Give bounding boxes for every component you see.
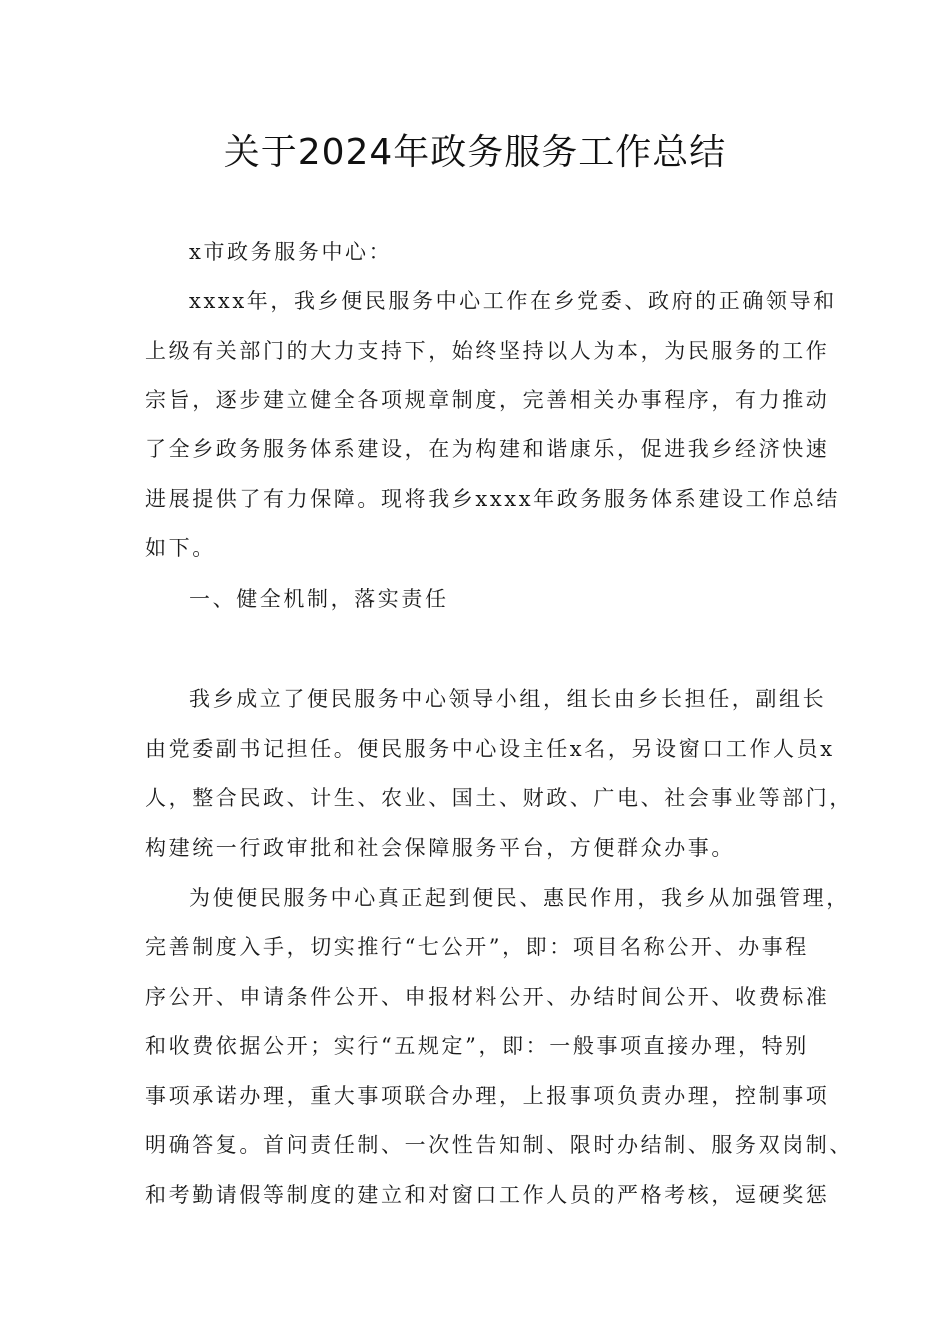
paragraph-line: 为使便民服务中心真正起到便民、惠民作用，我乡从加强管理， xyxy=(189,886,850,910)
paragraph-line: 由党委副书记担任。便民服务中心设主任x名，另设窗口工作人员x xyxy=(145,737,835,761)
paragraph-line: 宗旨，逐步建立健全各项规章制度，完善相关办事程序，有力推动 xyxy=(145,388,830,412)
paragraph-line: 进展提供了有力保障。现将我乡xxxx年政务服务体系建设工作总结 xyxy=(145,487,840,511)
paragraph-line: 和考勤请假等制度的建立和对窗口工作人员的严格考核，逗硬奖惩 xyxy=(145,1183,830,1207)
section-heading: 一、健全机制，落实责任 xyxy=(189,587,449,611)
paragraph-line: 明确答复。首问责任制、一次性告知制、限时办结制、服务双岗制、 xyxy=(145,1133,853,1157)
paragraph-line: 事项承诺办理，重大事项联合办理，上报事项负责办理，控制事项 xyxy=(145,1084,830,1108)
paragraph-line: 了全乡政务服务体系建设，在为构建和谐康乐，促进我乡经济快速 xyxy=(145,437,830,461)
paragraph-line: 完善制度入手，切实推行“七公开”，即：项目名称公开、办事程 xyxy=(145,935,809,959)
document-title: 关于2024年政务服务工作总结 xyxy=(223,132,727,173)
paragraph-line: 上级有关部门的大力支持下，始终坚持以人为本，为民服务的工作 xyxy=(145,339,830,363)
paragraph-line: 构建统一行政审批和社会保障服务平台，方便群众办事。 xyxy=(145,836,735,860)
paragraph-line: xxxx年，我乡便民服务中心工作在乡党委、政府的正确领导和 xyxy=(189,289,837,313)
paragraph-line: 序公开、申请条件公开、申报材料公开、办结时间公开、收费标准 xyxy=(145,985,830,1009)
paragraph-line: 人，整合民政、计生、农业、国土、财政、广电、社会事业等部门， xyxy=(145,786,853,810)
paragraph-line: 如下。 xyxy=(145,536,216,560)
salutation: x市政务服务中心： xyxy=(189,240,393,264)
paragraph-line: 我乡成立了便民服务中心领导小组，组长由乡长担任，副组长 xyxy=(189,687,827,711)
paragraph-line: 和收费依据公开；实行“五规定”，即：一般事项直接办理，特别 xyxy=(145,1034,809,1058)
